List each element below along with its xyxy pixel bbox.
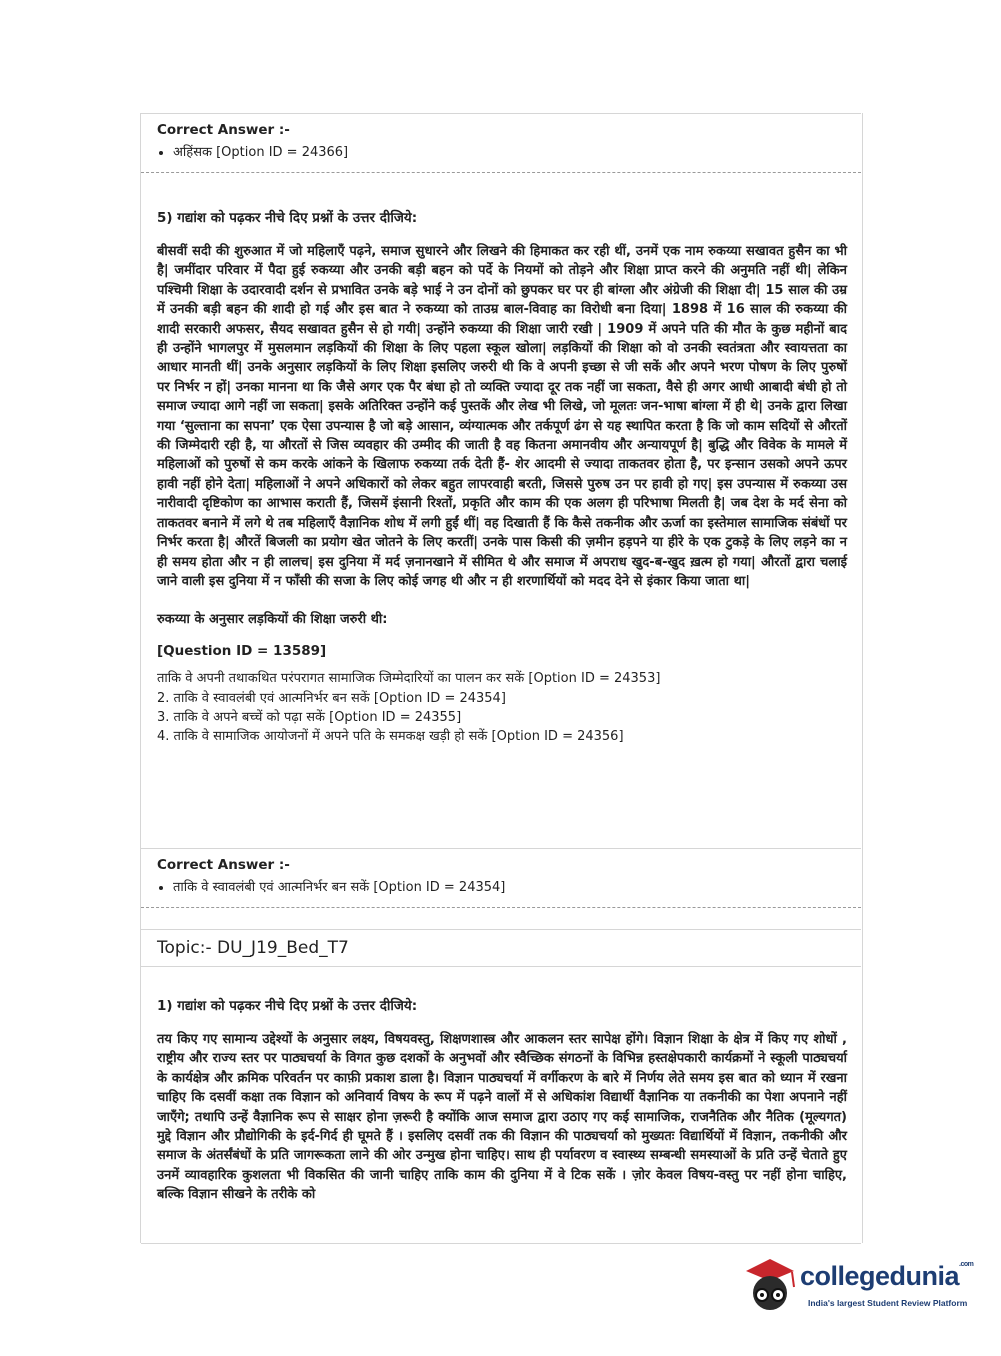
top-divider bbox=[141, 113, 861, 114]
prev-correct-answer bbox=[157, 122, 847, 160]
passage: बीसवीं सदी की शुरुआत में जो महिलाएँ पढ़ने, समाज सुधारने और लिखने की हिमाकत कर रही थीं, उनमें एक नाम रुकय्या सखावत हुसैन का भी है| जमींदार परिवार में पैदा हुई रुकय्या और उनकी बड़ी बहन को पर्दे के नियमों को तोड़ने और शिक्षा प्राप्त करने की अनुमति नहीं थी| लेकिन पश्चिमी शिक्षा के उदारवादी दर्शन से प्रभावित उनके बड़े भाई ने उन दोनों को छुपकर घर पर ही बांग्ला और अंग्रेजी की शिक्षा दी| 15 साल की उम्र में उनकी बड़ी बहन की शादी हो गई और इस बात ने रुकय्या को ताउम्र बाल-विवाह का विरोधी बना दिया| 1898 में 16 साल की रुकय्या की शादी सरकारी अफसर, सैयद सखावत हुसैन से हो गयी| उन्होंने रुकय्या की शिक्षा जारी रखी | 1909 में अपने पति की मौत के कुछ महीनों बाद ही उन्होंने भागलपुर में मुसलमान लड़कियों की शिक्षा के लिए पहला स्कूल खोला| लड़कियों की शिक्षा को वो उनकी स्वतंत्रता और स्वायत्तता का आधार मानती थीं| उनके अनुसार लड़कियों के लिए शिक्षा इसलिए जरुरी थी कि वे अपनी इच्छा से जी सकें और अपने भरण पोषण के लिए पुरुषों पर निर्भर न हों| उनका मानना था कि जैसे अगर एक पैर बंधा हो तो व्यक्ति ज्यादा दूर तक नहीं जा सकता, वैसे ही अगर आधी आबादी बंधी हो तो समाज ज्यादा आगे नहीं जा सकता| इसके अतिरिक्त उन्होंने कई पुस्तकें और लेख भी लिखे, जो मूलतः जन-भाषा बांग्ला में ही थे| उनके द्वारा लिखा गया ‘सुल्ताना का सपना’ एक ऐसा उपन्यास है जो बड़े आसान, व्यंग्यात्मक और तर्कपूर्ण ढंग से यह स्थापित करता है कि जो काम सदियों से औरतों की जिम्मेदारी रही है, या औरतों से जिस व्यवहार की उम्मीद की जाती है वह कितना अमानवीय और अन्यायपूर्ण है| बुद्धि और विवेक के मामले में महिलाओं को पुरुषों से कम करके आंकने के खिलाफ रुकय्या तर्क देती हैं- शेर आदमी से ज्यादा ताकतवर होता है, पर इन्सान उसको अपने ऊपर हावी नहीं होने देता| महिलाओं ने अपने अधिकारों को लेकर बहुत लापरवाही बरती, जिससे पुरुष उन पर हावी हो गए| इस उपन्यास में रुकय्या उस नारीवादी दृष्टिकोण का आभास कराती हैं, जिसमें इंसानी रिश्तों, प्रकृति और काम की एक अलग ही परिभाषा मिलती है| जब देश के मर्द सेना को ताकतवर बनाने में लगे थे तब महिलाएँ वैज्ञानिक शोध में लगी हुईं थीं| वह दिखाती हैं कि कैसे तकनीक और ऊर्जा का इस्तेमाल सामाजिक संबंधों पर निर्भर करता है| औरतें बिजली का प्रयोग खेत जोतने के लिए करतीं| उनके पास किसी की ज़मीन हड़पने या हीरे के एक टुकड़े के लिए लड़ने का न ही समय होता और न ही लालच| इस दुनिया में मर्द ज़नानखाने में सीमित थे और समाज में अपराध खुद-ब-खुद ख़त्म हो गया| औरतों द्वारा चलाई जाने वाली इस दुनिया में न फाँसी की सजा के लिए कोई जगह थी और न ही शरणार्थियों को मदद देने से इंकार किया जाता था| bbox=[157, 244, 847, 589]
topic-top-divider bbox=[141, 929, 861, 930]
q5-correct-answer bbox=[157, 857, 847, 895]
option-4: 4. ताकि वे सामाजिक आयोजनों में अपने पति के समकक्ष खड़ी हो सकें [Option ID = 24356] bbox=[157, 729, 624, 745]
dashed-divider bbox=[141, 907, 861, 908]
topic-bottom-divider bbox=[141, 966, 861, 967]
collegedunia-logo bbox=[742, 1251, 977, 1321]
question-heading: 5) गद्यांश को पढ़कर नीचे दिए प्रश्नों के उत्तर दीजिये: bbox=[157, 210, 418, 226]
correct-answer-value: • अहिंसक [Option ID = 24366] bbox=[173, 142, 847, 160]
correct-answer-value: • ताकि वे स्वावलंबी एवं आत्मनिर्भर बन सकें [Option ID = 24354] bbox=[173, 877, 847, 895]
bottom-divider bbox=[141, 1243, 861, 1244]
option-2: 2. ताकि वे स्वावलंबी एवं आत्मनिर्भर बन सकें [Option ID = 24354] bbox=[157, 690, 506, 706]
question-heading: 1) गद्यांश को पढ़कर नीचे दिए प्रश्नों के उत्तर दीजिये: bbox=[157, 998, 418, 1014]
question-id: [Question ID = 13589] bbox=[157, 643, 327, 660]
correct-answer-label: Correct Answer :- bbox=[157, 857, 290, 873]
question-text: रुकय्या के अनुसार लड़कियों की शिक्षा जरुरी थी: bbox=[157, 612, 388, 628]
mascot-icon bbox=[742, 1251, 802, 1315]
answer-divider bbox=[141, 848, 861, 849]
option-3: 3. ताकि वे अपने बच्चें को पढ़ा सकें [Option ID = 24355] bbox=[157, 709, 462, 725]
question-1 bbox=[157, 996, 847, 1205]
correct-answer-label: Correct Answer :- bbox=[157, 122, 290, 138]
topic-label: Topic:- DU_J19_Bed_T7 bbox=[157, 938, 349, 958]
options-list bbox=[157, 669, 847, 746]
dashed-divider bbox=[141, 172, 861, 173]
logo-wordmark: collegedunia$^{.com}$ bbox=[800, 1261, 974, 1291]
passage: तय किए गए सामान्य उद्देश्यों के अनुसार लक्ष्य, विषयवस्तु, शिक्षणशास्त्र और आकलन स्तर सापेक्ष होंगे। विज्ञान शिक्षा के क्षेत्र में किए गए शोधों , राष्ट्रीय और राज्य स्तर पर पाठ्यचर्या के विगत कुछ दशकों के अनुभवों और स्वैच्छिक संगठनों के विभिन्न हस्तक्षेपकारी कार्यक्रमों ने स्कूली पाठ्यचर्या के कार्यक्षेत्र और क्रमिक परिवर्तन पर काफ़ी प्रकाश डाला है। विज्ञान पाठ्यचर्या में वर्गीकरण के बारे में निर्णय लेते समय इस बात को ध्यान में रखना चाहिए कि दसवीं कक्षा तक विज्ञान को अनिवार्य विषय के रूप में पढ़ने वालों में से अधिकांश विद्यार्थी वैज्ञानिक या तकनीकी का पेशा अपनाने नहीं जाएँगे; तथापि उन्हें वैज्ञानिक रूप से साक्षर होना ज़रूरी है क्योंकि आज समाज द्वारा उठाए गए कई सामाजिक, राजनैतिक और नैतिक (मूल्यगत) मुद्दे विज्ञान और प्रौद्योगिकी के इर्द-गिर्द ही घूमते हैं । इसलिए दसवीं तक की विज्ञान की पाठ्यचर्या को मुख्यतः विद्यार्थियों में विज्ञान, तकनीकी और समाज के अंतर्संबंधों के प्रति जागरूकता लाने की ओर उन्मुख होना चाहिए। साथ ही पर्यावरण व स्वास्थ्य सम्बन्धी समस्याओं के प्रति उन्हें चेताते हुए उनमें व्यावहारिक कुशलता भी विकसित की जानी चाहिए ताकि काम की दुनिया में वे टिक सकें । ज़ोर केवल विषय-वस्तु पर नहीं होना चाहिए, बल्कि विज्ञान सीखने के तरीके को bbox=[157, 1032, 847, 1203]
logo-tagline: India's largest Student Review Platform bbox=[808, 1298, 968, 1308]
option-1: ताकि वे अपनी तथाकथित परंपरागत सामाजिक जिम्मेदारियों का पालन कर सकें [Option ID = 24353] bbox=[157, 671, 661, 687]
question-5 bbox=[157, 208, 847, 747]
